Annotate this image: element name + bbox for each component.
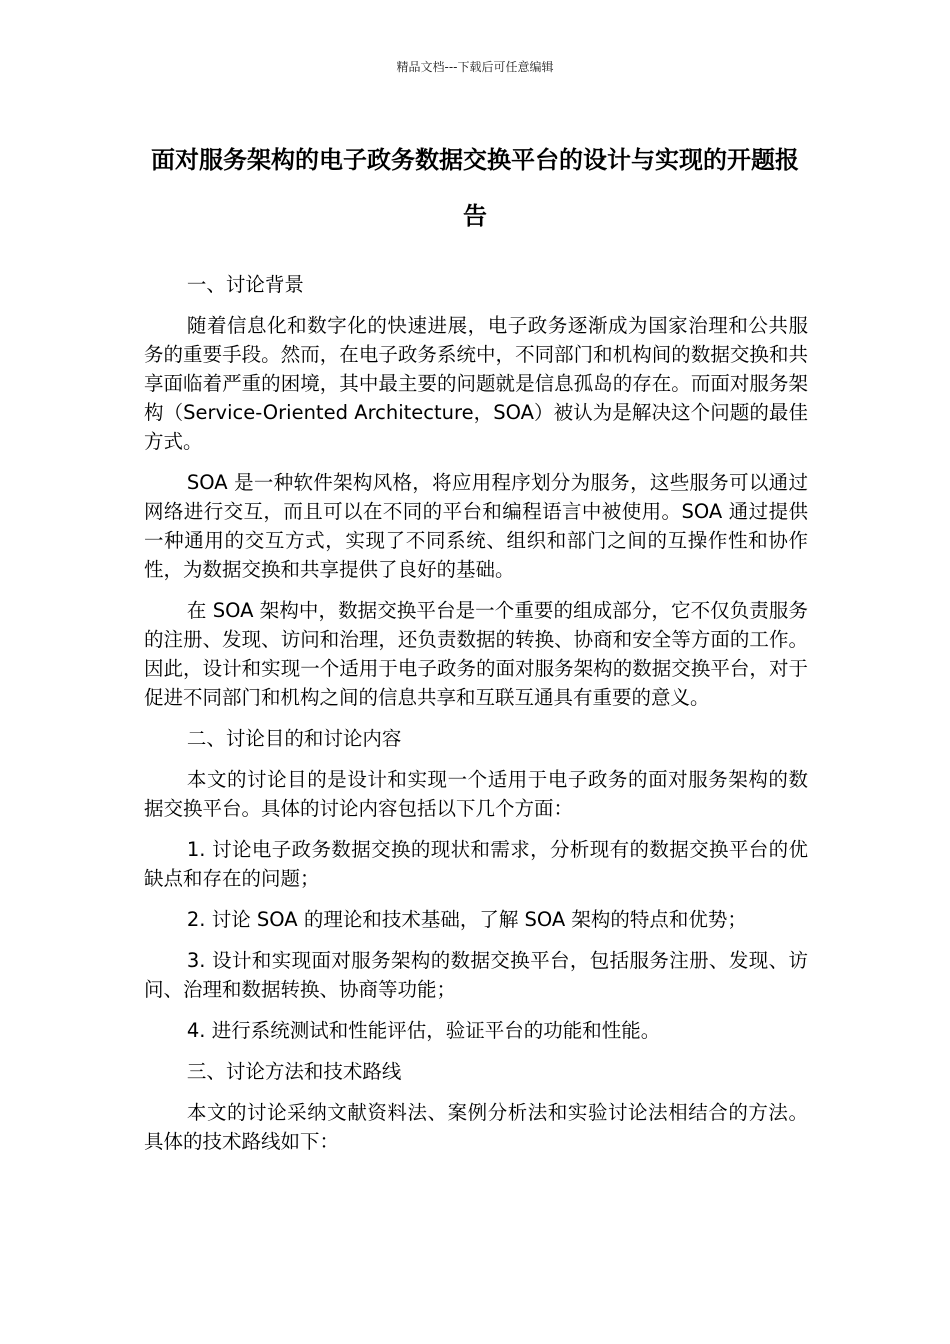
document-title: 面对服务架构的电子政务数据交换平台的设计与实现的开题报告 bbox=[151, 146, 799, 230]
header-note: 精品文档---下载后可任意编辑 bbox=[396, 60, 554, 74]
document-body bbox=[144, 270, 808, 1168]
paragraph: 本文的讨论采纳文献资料法、案例分析法和实验讨论法相结合的方法。具体的技术路线如下： bbox=[144, 1101, 808, 1153]
paragraph: 本文的讨论目的是设计和实现一个适用于电子政务的面对服务架构的数据交换平台。具体的讨论内容包括以下几个方面： bbox=[144, 768, 808, 820]
section-heading-methods: 三、讨论方法和技术路线 bbox=[186, 1060, 402, 1083]
list-item: 4. 进行系统测试和性能评估，验证平台的功能和性能。 bbox=[186, 1019, 661, 1042]
section-heading-goals: 二、讨论目的和讨论内容 bbox=[186, 727, 402, 750]
list-item: 3. 设计和实现面对服务架构的数据交换平台，包括服务注册、发现、访问、治理和数据转换、协商等功能； bbox=[144, 949, 808, 1001]
paragraph: 在 SOA 架构中，数据交换平台是一个重要的组成部分，它不仅负责服务的注册、发现、访问和治理，还负责数据的转换、协商和安全等方面的工作。因此，设计和实现一个适用于电子政务的面对服务架构的数据交换平台，对于促进不同部门和机构之间的信息共享和互联互通具有重要的意义。 bbox=[144, 599, 808, 709]
list-item: 1. 讨论电子政务数据交换的现状和需求，分析现有的数据交换平台的优缺点和存在的问题； bbox=[144, 838, 808, 890]
section-heading-background: 一、讨论背景 bbox=[186, 273, 304, 296]
paragraph: 随着信息化和数字化的快速进展，电子政务逐渐成为国家治理和公共服务的重要手段。然而，在电子政务系统中，不同部门和机构间的数据交换和共享面临着严重的困境，其中最主要的问题就是信息孤岛的存在。而面对服务架构（Service-Oriented Architecture，SOA）被认为是解决这个问题的最佳方式。 bbox=[144, 314, 808, 453]
paragraph: SOA 是一种软件架构风格，将应用程序划分为服务，这些服务可以通过网络进行交互，而且可以在不同的平台和编程语言中被使用。SOA 通过提供一种通用的交互方式，实现了不同系统、组织和部门之间的互操作性和协作性，为数据交换和共享提供了良好的基础。 bbox=[144, 471, 808, 581]
list-item: 2. 讨论 SOA 的理论和技术基础，了解 SOA 架构的特点和优势； bbox=[186, 908, 747, 931]
